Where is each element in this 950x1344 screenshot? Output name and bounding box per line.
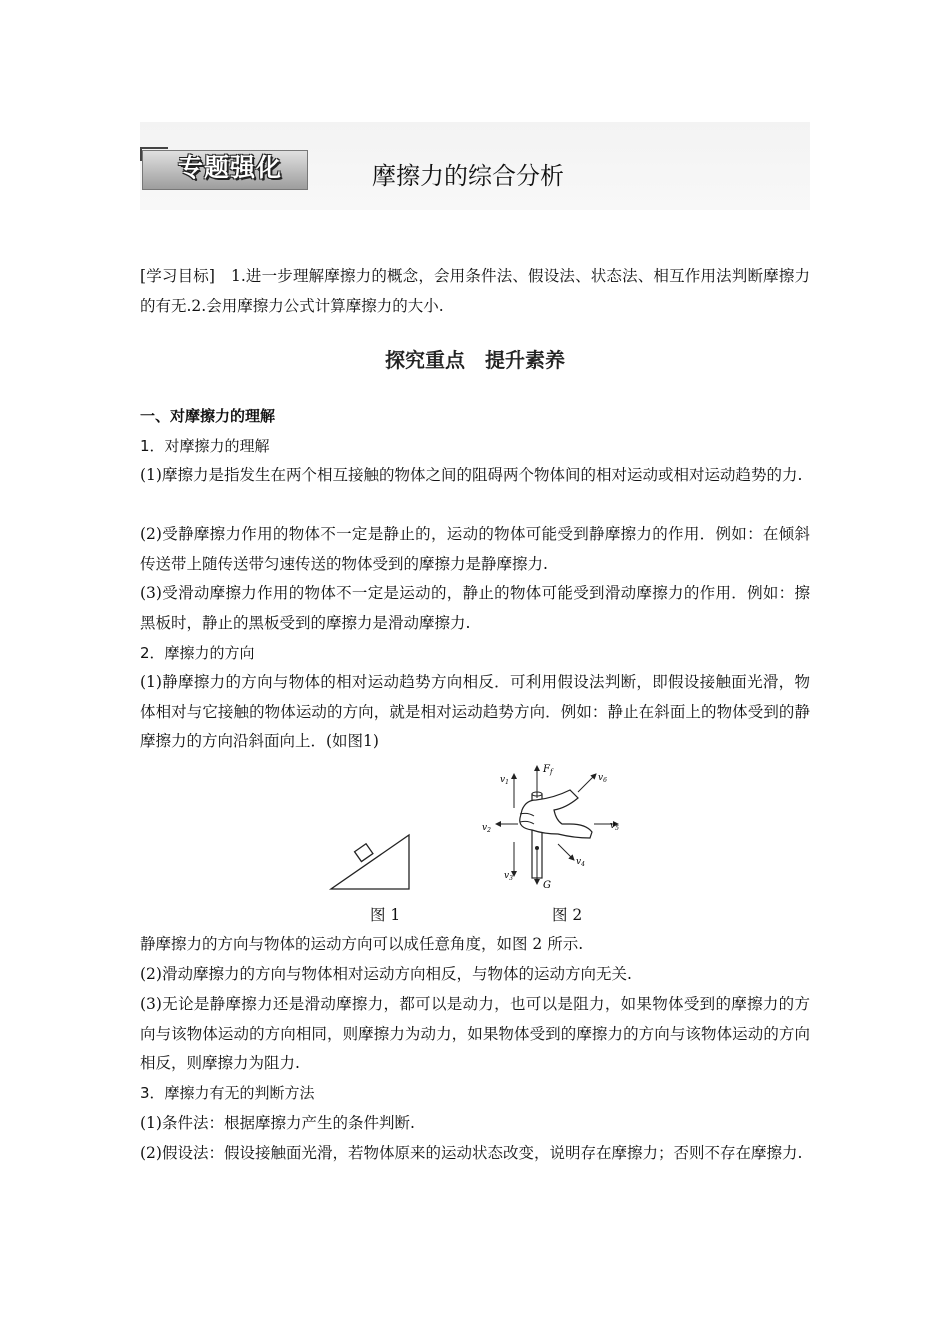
subheading-understanding: 1．对摩擦力的理解	[140, 437, 270, 455]
label-g: G	[543, 880, 551, 891]
block	[355, 844, 373, 862]
page-title: 摩擦力的综合分析	[372, 162, 564, 190]
tag-corner-decoration	[140, 147, 168, 161]
figure-1-caption: 图 1	[370, 906, 401, 924]
incline-triangle	[331, 835, 409, 889]
topic-tag: 专题强化	[178, 153, 283, 182]
paragraph-9: (2)假设法：假设接触面光滑，若物体原来的运动状态改变，说明存在摩擦力；否则不存在摩擦力.	[140, 1144, 803, 1162]
paragraph-5: 静摩擦力的方向与物体的运动方向可以成任意角度，如图 2 所示.	[140, 935, 584, 953]
objectives-label: [学习目标]	[140, 267, 215, 285]
heading-understanding: 一、对摩擦力的理解	[140, 407, 276, 425]
learning-objectives	[140, 262, 810, 321]
label-v6: $v_6$	[598, 773, 607, 784]
label-v1: $v_1$	[500, 775, 509, 786]
label-v4: $v_4$	[576, 857, 585, 868]
paragraph-8: (1)条件法：根据摩擦力产生的条件判断.	[140, 1114, 415, 1132]
label-v2: $v_2$	[482, 823, 491, 834]
v4-arrow	[558, 844, 574, 860]
paragraph-6: (2)滑动摩擦力的方向与物体相对运动方向相反，与物体的运动方向无关.	[140, 965, 632, 983]
figure-1-incline	[328, 832, 412, 892]
figure-2-caption: 图 2	[552, 906, 583, 924]
label-ff: $F_f$	[543, 764, 553, 776]
label-v5: $v_5$	[610, 821, 619, 832]
subheading-judgement: 3．摩擦力有无的判断方法	[140, 1084, 315, 1102]
objectives-text: 1.进一步理解摩擦力的概念，会用条件法、假设法、状态法、相互作用法判断摩擦力的有无.2.会用摩擦力公式计算摩擦力的大小.	[140, 267, 810, 315]
paragraph-2: (2)受静摩擦力作用的物体不一定是静止的，运动的物体可能受到静摩擦力的作用．例如：在倾斜传送带上随传送带匀速传送的物体受到的摩擦力是静摩擦力.	[140, 525, 810, 573]
label-v3: $v_3$	[504, 871, 513, 882]
section-title: 探究重点 提升素养	[385, 348, 565, 372]
paragraph-4: (1)静摩擦力的方向与物体的相对运动趋势方向相反．可利用假设法判断，即假设接触面光滑，物体相对与它接触的物体运动的方向，就是相对运动趋势方向．例如：静止在斜面上的物体受到的静摩擦力的方向沿斜面向上．(如图1)	[140, 673, 810, 750]
figure-2-hand-bar	[474, 760, 634, 896]
paragraph-3: (3)受滑动摩擦力作用的物体不一定是运动的，静止的物体可能受到滑动摩擦力的作用．例如：擦黑板时，静止的黑板受到的摩擦力是滑动摩擦力.	[140, 584, 810, 632]
paragraph-7: (3)无论是静摩擦力还是滑动摩擦力，都可以是动力，也可以是阻力，如果物体受到的摩擦力的方向与该物体运动的方向相同，则摩擦力为动力，如果物体受到的摩擦力的方向与该物体运动的方向相反，则摩擦力为阻力.	[140, 995, 810, 1072]
v6-arrow	[578, 774, 596, 792]
paragraph-1: (1)摩擦力是指发生在两个相互接触的物体之间的阻碍两个物体间的相对运动或相对运动趋势的力.	[140, 466, 803, 484]
subheading-direction: 2．摩擦力的方向	[140, 644, 255, 662]
